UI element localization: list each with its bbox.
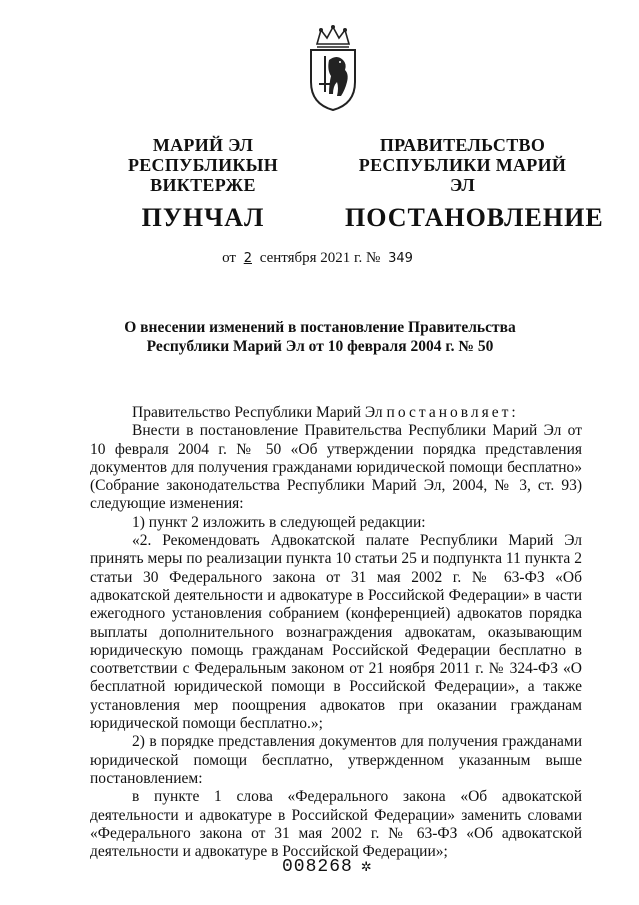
body-paragraph-6: в пункте 1 слова «Федерального закона «Об адвокатской деятельности и адвокатуре в Российской Федерации» заменить словами «Федерального закона от 31 мая 2002 г. № 63-ФЗ «Об адвокатской деятельности и адвокатуре в Российской Федерации»; — [90, 788, 582, 861]
header-right-doc-type: ПОСТАНОВЛЕНИЕ — [345, 203, 604, 232]
serial-number-text: 008268 — [282, 857, 353, 877]
body-paragraph-1 — [90, 404, 582, 422]
header-left-doc-type: ПУНЧАЛ — [141, 203, 265, 232]
header-left-line2: ВИКТЕРЖЕ — [150, 175, 256, 195]
body-paragraph-2: Внести в постановление Правительства Республики Марий Эл от 10 февраля 2004 г. № 50 «Об утверждении порядка представления документов для получения гражданами юридической помощи бесплатно» (Собрание законодательства Республики Марий Эл, 2004, № 3, ст. 93) следующие изменения: — [90, 422, 582, 513]
header-left-block — [88, 135, 318, 233]
document-title — [90, 318, 550, 356]
document-body — [90, 404, 582, 861]
body-p1-text: Правительство Республики Марий Эл — [132, 404, 387, 421]
header-right-line2: РЕСПУБЛИКИ МАРИЙ ЭЛ — [358, 155, 567, 195]
header-left-line1: МАРИЙ ЭЛ РЕСПУБЛИКЫН — [127, 135, 279, 175]
header-right-line1: ПРАВИТЕЛЬСТВО — [379, 135, 546, 155]
coat-of-arms-icon — [303, 24, 363, 114]
title-line2: Республики Марий Эл от 10 февраля 2004 г. № 50 — [146, 338, 494, 355]
title-line1: О внесении изменений в постановление Правительства — [124, 319, 516, 336]
date-day: 2 — [243, 251, 252, 266]
asterisk-stamp-icon: ✲ — [360, 860, 372, 875]
body-paragraph-3: 1) пункт 2 изложить в следующей редакции: — [132, 513, 426, 531]
date-rest: сентября 2021 г. № — [259, 250, 381, 266]
body-p1-decree: постановляет: — [386, 404, 519, 421]
date-line — [0, 250, 639, 267]
body-paragraph-5: 2) в порядке представления документов для получения гражданами юридической помощи бесплатно, утвержденном указанным выше постановлением: — [90, 733, 582, 787]
header-right-block — [345, 135, 604, 233]
document-number: 349 — [388, 251, 413, 266]
body-paragraph-4: «2. Рекомендовать Адвокатской палате Республики Марий Эл принять меры по реализации пункта 10 статьи 25 и подпункта 11 пункта 2 статьи 30 Федерального закона от 31 мая 2002 г. № 63-ФЗ «Об адвокатской деятельности и адвокатуре в Российской Федерации» в части ежегодного установления собранием (конференцией) адвокатов порядка выплаты дополнительного вознаграждения адвокатам, оказывающим юридическую помощь гражданам Российской Федерации бесплатно в соответствии с Федеральным законом от 21 ноября 2011 г. № 324-ФЗ «О бесплатной юридической помощи в Российской Федерации», а также установления мер поощрения адвокатов при оказании гражданам юридической помощи бесплатно.»; — [90, 532, 582, 733]
date-prefix: от — [222, 250, 236, 266]
serial-number — [282, 857, 372, 877]
